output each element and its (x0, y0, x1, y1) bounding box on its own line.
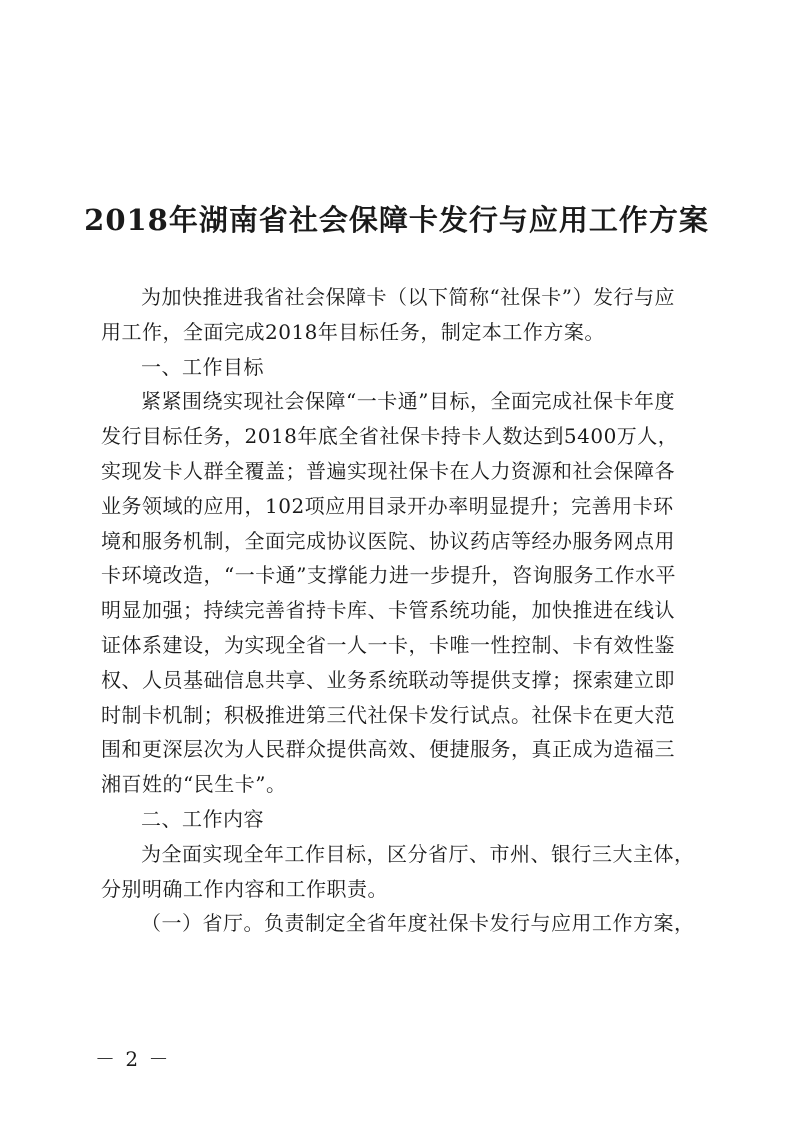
paragraph-line: 紧紧围绕实现社会保障“一卡通”目标，全面完成社保卡年度 (141, 389, 675, 414)
paragraph-line: 时制卡机制；积极推进第三代社保卡发行试点。社保卡在更大范 (101, 702, 675, 727)
subsection-line: （一）省厅。负责制定全省年度社保卡发行与应用工作方案， (141, 911, 695, 936)
paragraph-line: 围和更深层次为人民群众提供高效、便捷服务，真正成为造福三 (101, 737, 675, 762)
paragraph-line: 分别明确工作内容和工作职责。 (101, 876, 388, 901)
paragraph-line: 为全面实现全年工作目标，区分省厅、市州、银行三大主体， (141, 841, 695, 866)
paragraph-line: 境和服务机制，全面完成协议医院、协议药店等经办服务网点用 (101, 528, 675, 553)
page-number: － 2 － (95, 1047, 171, 1071)
document-title: 2018年湖南省社会保障卡发行与应用工作方案 (84, 203, 709, 237)
section-heading-goals: 一、工作目标 (141, 354, 264, 379)
paragraph-line: 实现发卡人群全覆盖；普遍实现社保卡在人力资源和社会保障各 (101, 458, 675, 483)
paragraph-line: 权、人员基础信息共享、业务系统联动等提供支撑；探索建立即 (101, 667, 675, 692)
paragraph-line: 用工作，全面完成2018年目标任务，制定本工作方案。 (101, 319, 605, 344)
paragraph-line: 发行目标任务，2018年底全省社保卡持卡人数达到5400万人， (101, 424, 679, 449)
paragraph-line: 湘百姓的“民生卡”。 (101, 772, 287, 797)
paragraph-line: 为加快推进我省社会保障卡（以下简称“社保卡”）发行与应 (141, 285, 675, 309)
paragraph-line: 证体系建设，为实现全省一人一卡，卡唯一性控制、卡有效性鉴 (101, 632, 675, 657)
paragraph-line: 明显加强；持续完善省持卡库、卡管系统功能，加快推进在线认 (101, 598, 675, 623)
document-body (101, 280, 701, 941)
paragraph-line: 业务领域的应用，102项应用目录开办率明显提升；完善用卡环 (101, 493, 674, 518)
section-heading-content: 二、工作内容 (141, 806, 264, 831)
paragraph-line: 卡环境改造，“一卡通”支撑能力进一步提升，咨询服务工作水平 (101, 563, 676, 588)
